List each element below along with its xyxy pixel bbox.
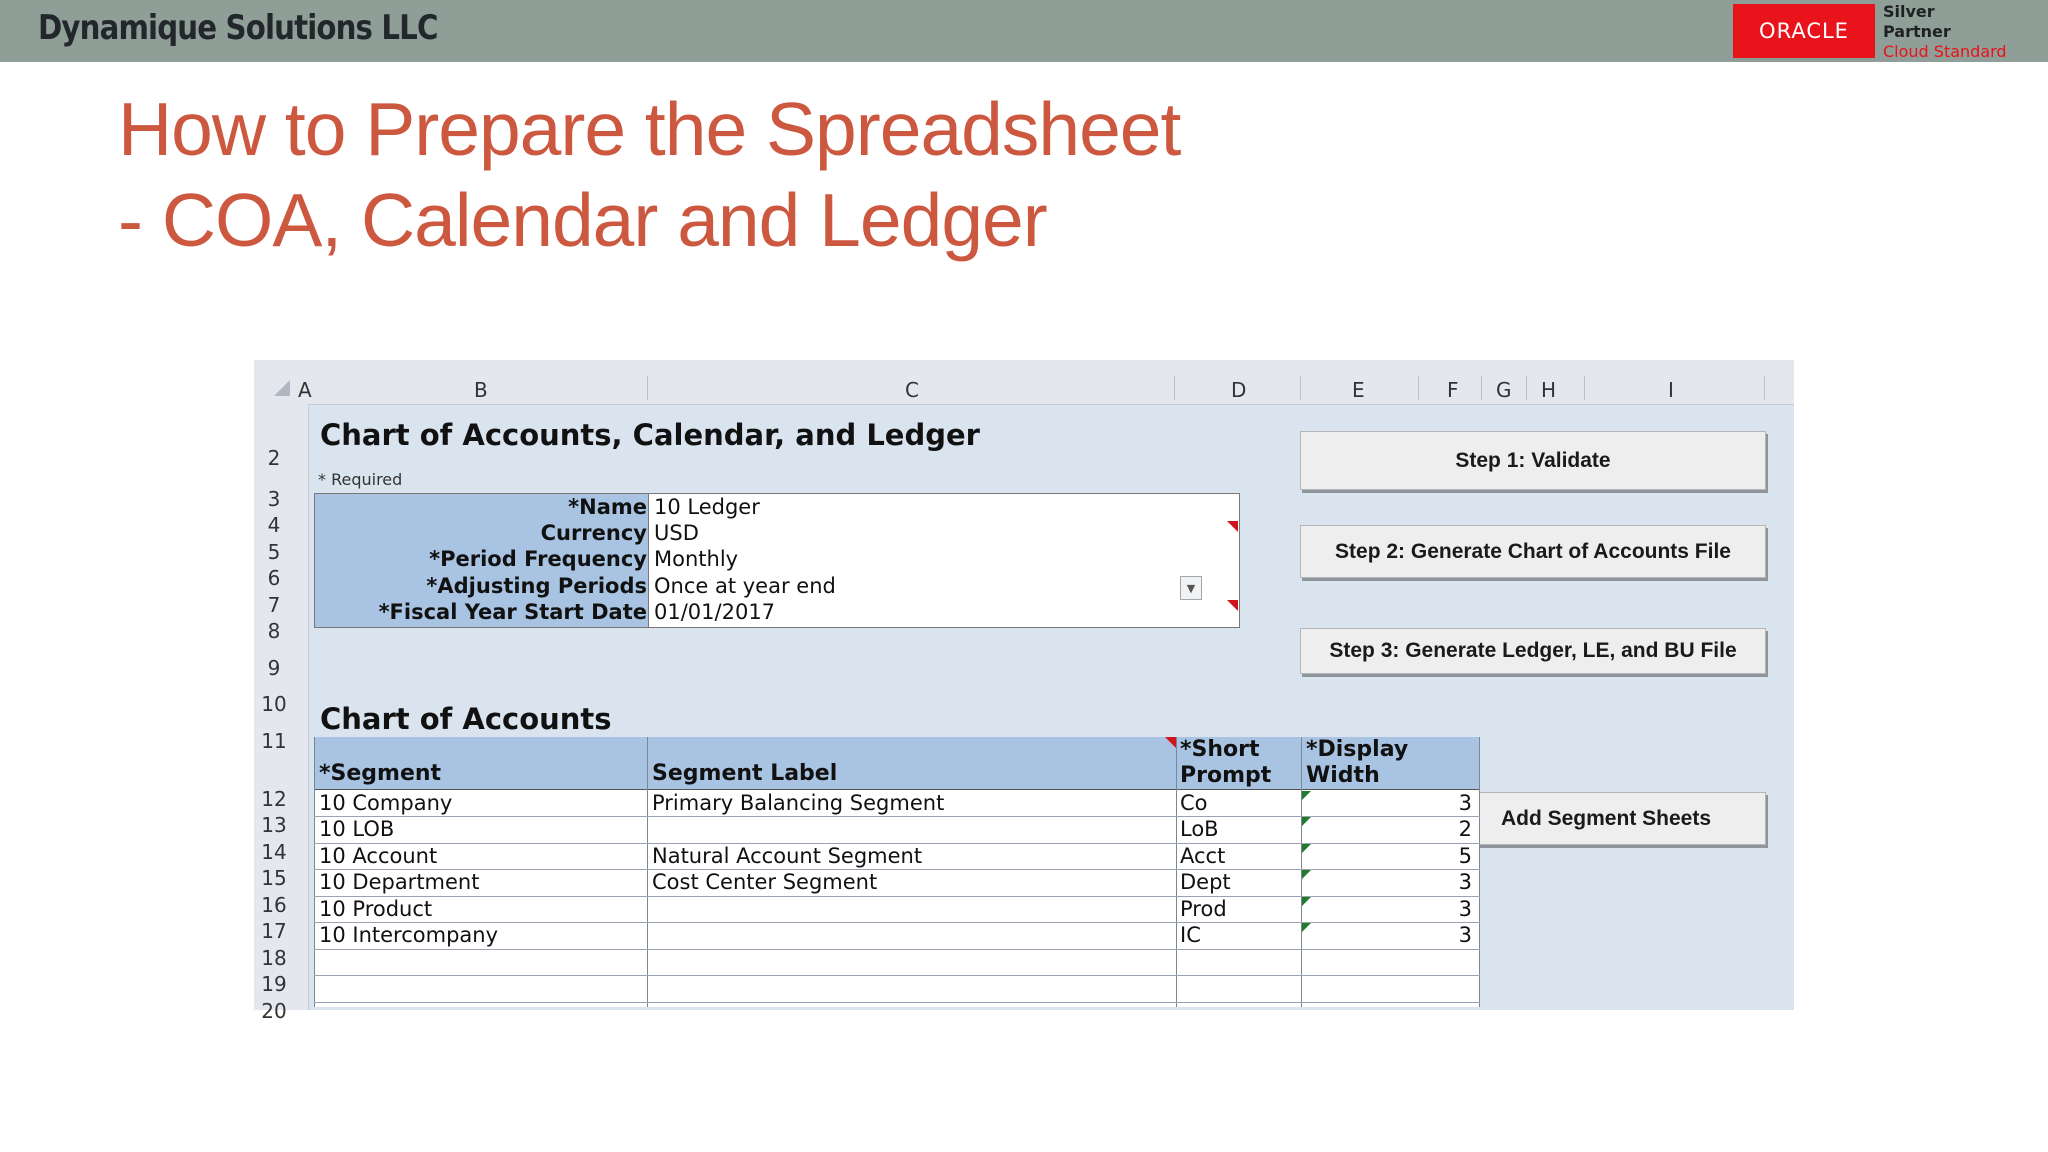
add-segment-sheets-button[interactable]: Add Segment Sheets [1446,792,1766,845]
form-row-currency [315,521,1239,547]
step2-generate-coa-button[interactable]: Step 2: Generate Chart of Accounts File [1300,525,1766,578]
select-all-corner[interactable] [274,380,290,396]
row-header[interactable]: 4 [267,513,281,537]
header-segment: *Segment [319,761,442,786]
cell-display-width[interactable]: 3 [1458,897,1472,921]
coa-section-title: Chart of Accounts [320,702,612,736]
col-separator [1764,376,1765,400]
comment-indicator [1165,737,1176,748]
coa-table-header [314,737,1480,790]
cell-display-width[interactable]: 5 [1458,844,1472,868]
form-value-currency[interactable]: USD [654,521,699,545]
partner-badge [1883,2,2043,62]
header-display-width-line-2: Width [1306,763,1380,788]
row-header-bar [254,404,309,1023]
cell-short-prompt[interactable]: Prod [1180,897,1227,921]
col-separator [1526,376,1527,400]
slide-title-line-1: How to Prepare the Spreadsheet [118,87,1181,171]
form-value-adjusting-periods[interactable]: Once at year end [654,574,836,598]
form-row-fiscal-start [315,600,1239,626]
cell-display-width[interactable]: 3 [1458,870,1472,894]
oracle-logo-text: ORACLE [1759,19,1849,43]
form-row-period-frequency [315,547,1239,573]
col-f-header[interactable]: F [1447,378,1459,402]
sheet-title: Chart of Accounts, Calendar, and Ledger [320,418,980,452]
col-separator [1481,376,1482,400]
col-d-header[interactable]: D [1231,378,1247,402]
header-display-width-line-1: *Display [1306,737,1409,762]
form-label: *Name [568,495,647,519]
grid-line [1176,737,1177,1007]
step3-generate-ledger-button[interactable]: Step 3: Generate Ledger, LE, and BU File [1300,628,1766,674]
row-header[interactable]: 2 [267,446,281,470]
row-header[interactable]: 14 [261,840,287,864]
cell-segment[interactable]: 10 Department [319,870,480,894]
number-as-text-indicator [1302,791,1311,800]
row-header[interactable]: 3 [267,487,281,511]
grid-line [314,737,315,1007]
grid-line [647,737,648,1007]
number-as-text-indicator [1302,897,1311,906]
col-separator [1584,376,1585,400]
form-label: *Period Frequency [429,547,647,571]
cell-segment-label[interactable]: Primary Balancing Segment [652,791,945,815]
col-a-header[interactable]: A [298,378,312,402]
cell-display-width[interactable]: 2 [1458,817,1472,841]
col-g-header[interactable]: G [1496,378,1512,402]
slide-title-line-2: - COA, Calendar and Ledger [118,178,1047,262]
row-header[interactable]: 19 [261,972,287,996]
cell-segment[interactable]: 10 Account [319,844,438,868]
dropdown-arrow-icon[interactable]: ▼ [1180,576,1202,600]
header-segment-label: Segment Label [652,761,838,786]
form-label: Currency [540,521,647,545]
col-b-header[interactable]: B [474,378,488,402]
header-short-prompt-line-2: Prompt [1180,763,1272,788]
row-header[interactable]: 5 [267,540,281,564]
row-header[interactable]: 10 [261,692,287,716]
required-note: * Required [318,470,403,489]
row-header[interactable]: 18 [261,946,287,970]
col-h-header[interactable]: H [1541,378,1557,402]
row-header[interactable]: 8 [267,619,281,643]
form-value-period-frequency[interactable]: Monthly [654,547,739,571]
row-header[interactable]: 7 [267,593,281,617]
number-as-text-indicator [1302,844,1311,853]
form-value-name[interactable]: 10 Ledger [654,495,760,519]
number-as-text-indicator [1302,923,1311,932]
cell-segment-label[interactable]: Natural Account Segment [652,844,923,868]
cell-short-prompt[interactable]: Co [1180,791,1208,815]
row-header[interactable]: 15 [261,866,287,890]
cell-short-prompt[interactable]: Dept [1180,870,1231,894]
form-row-name [315,495,1239,521]
row-header[interactable]: 13 [261,813,287,837]
cell-short-prompt[interactable]: Acct [1180,844,1226,868]
row-header[interactable]: 9 [267,656,281,680]
cell-display-width[interactable]: 3 [1458,923,1472,947]
col-i-header[interactable]: I [1668,378,1674,402]
step1-validate-button[interactable]: Step 1: Validate [1300,431,1766,490]
ledger-form [314,493,1240,628]
row-header[interactable]: 11 [261,729,287,753]
form-label: *Adjusting Periods [426,574,647,598]
comment-indicator [1227,600,1238,611]
row-header[interactable]: 6 [267,566,281,590]
cell-segment[interactable]: 10 Company [319,791,453,815]
col-separator [1174,376,1175,400]
grid-line [314,975,1480,976]
cell-short-prompt[interactable]: IC [1180,923,1201,947]
top-banner [0,0,2048,62]
cell-short-prompt[interactable]: LoB [1180,817,1219,841]
cell-segment-label[interactable]: Cost Center Segment [652,870,878,894]
number-as-text-indicator [1302,817,1311,826]
partner-line-3: Cloud Standard [1883,42,2007,61]
row-header[interactable]: 12 [261,787,287,811]
col-separator [1300,376,1301,400]
row-header[interactable]: 20 [261,999,287,1023]
oracle-logo [1733,4,1875,58]
coa-table [314,737,1480,1007]
grid-line [1479,737,1480,1007]
row-header[interactable]: 17 [261,919,287,943]
form-row-adjusting-periods [315,574,1239,600]
grid-line [314,949,1480,950]
cell-segment[interactable]: 10 Intercompany [319,923,499,947]
cell-display-width[interactable]: 3 [1458,791,1472,815]
slide-title [118,84,1180,266]
col-e-header[interactable]: E [1352,378,1365,402]
number-as-text-indicator [1302,870,1311,879]
partner-line-2: Partner [1883,22,1951,41]
cell-segment[interactable]: 10 Product [319,897,433,921]
col-c-header[interactable]: C [905,378,919,402]
grid-line [314,1002,1480,1003]
comment-indicator [1227,521,1238,532]
spreadsheet-screenshot [254,360,1794,1023]
row-header[interactable]: 16 [261,893,287,917]
form-label: *Fiscal Year Start Date [378,600,647,624]
partner-line-1: Silver [1883,2,1935,21]
cell-segment[interactable]: 10 LOB [319,817,395,841]
col-separator [1418,376,1419,400]
column-header-bar [254,360,1794,405]
header-short-prompt-line-1: *Short [1180,737,1260,762]
form-value-fiscal-start[interactable]: 01/01/2017 [654,600,776,624]
company-name: Dynamique Solutions LLC [38,8,438,48]
col-separator [647,376,648,400]
